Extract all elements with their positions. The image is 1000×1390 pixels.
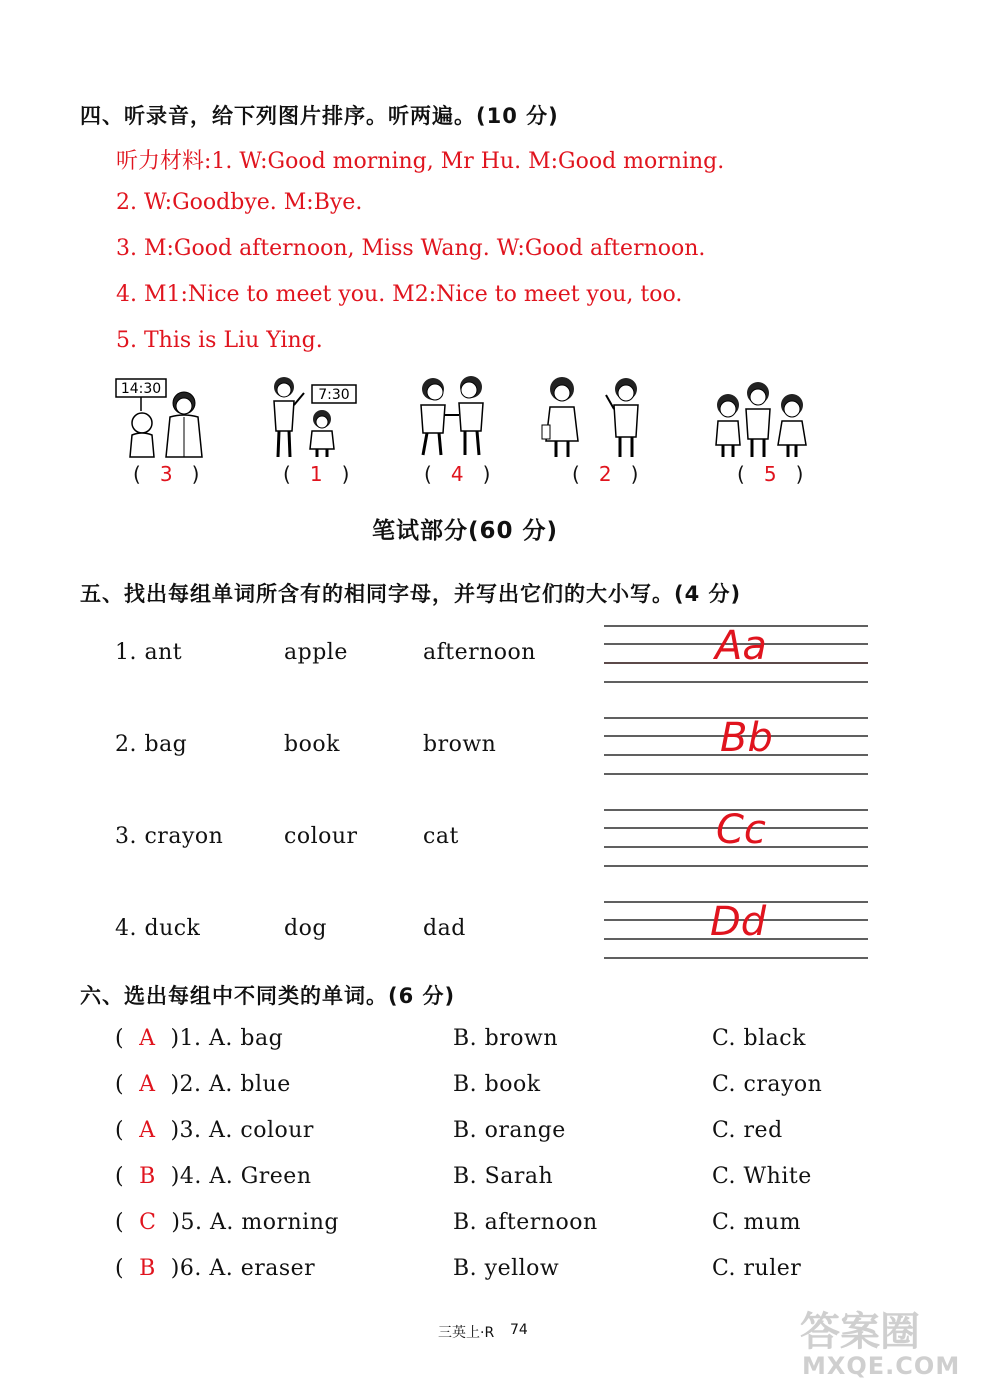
picture-2 xyxy=(262,375,372,464)
s6-row6: ( B )6. A. eraser xyxy=(115,1256,316,1281)
listening-script-line-1: 听力材料:1. W:Good morning, Mr Hu. M:Good morning. xyxy=(116,149,725,174)
listening-script-line-5: 5. This is Liu Ying. xyxy=(116,328,323,353)
page-number: 74 xyxy=(510,1322,528,1338)
three-children-illustration xyxy=(708,375,818,460)
picture-1-answer: ( 3 ) xyxy=(133,462,200,486)
picture-3 xyxy=(405,375,515,464)
s6-row4-option-c: C. White xyxy=(712,1164,812,1189)
picture-4-answer: ( 2 ) xyxy=(572,462,639,486)
listening-script-line-4: 4. M1:Nice to meet you. M2:Nice to meet you, too. xyxy=(116,282,683,307)
s6-row3-option-c: C. red xyxy=(712,1118,783,1143)
children-handshake-illustration xyxy=(405,375,515,460)
s5-row3-word2: colour xyxy=(284,824,358,849)
s6-row5-option-c: C. mum xyxy=(712,1210,801,1235)
children-waving-illustration xyxy=(540,375,650,460)
watermark-logo: 答案圈 xyxy=(800,1309,920,1355)
s6-row6-option-b: B. yellow xyxy=(453,1256,560,1281)
s5-answer-4: Dd xyxy=(710,899,767,945)
s5-answer-2: Bb xyxy=(720,715,773,761)
s6-row4: ( B )4. A. Green xyxy=(115,1164,312,1189)
s5-row2-word3: brown xyxy=(423,732,497,757)
s6-row6-option-c: C. ruler xyxy=(712,1256,802,1281)
s6-row3: ( A )3. A. colour xyxy=(115,1118,314,1143)
picture-4 xyxy=(540,375,650,464)
s5-answer-3: Cc xyxy=(716,807,766,853)
s5-row2-word2: book xyxy=(284,732,340,757)
s5-row1-word2: apple xyxy=(284,640,348,665)
s6-answer-5: C xyxy=(139,1210,157,1235)
s6-row2: ( A )2. A. blue xyxy=(115,1072,291,1097)
s6-answer-6: B xyxy=(139,1256,156,1281)
footer-book-label: 三英上·R xyxy=(438,1325,495,1341)
s6-answer-1: A xyxy=(139,1026,156,1051)
section-5-title: 五、找出每组单词所含有的相同字母，并写出它们的大小写。(4 分) xyxy=(80,582,742,606)
s5-row4-word3: dad xyxy=(423,916,466,941)
s6-row2-option-c: C. crayon xyxy=(712,1072,823,1097)
s6-row4-option-b: B. Sarah xyxy=(453,1164,554,1189)
s6-row1-option-c: C. black xyxy=(712,1026,806,1051)
picture-1 xyxy=(112,375,222,464)
picture-5-answer: ( 5 ) xyxy=(737,462,804,486)
people-greeting-illustration xyxy=(262,375,372,460)
listening-script-line-3: 3. M:Good afternoon, Miss Wang. W:Good afternoon. xyxy=(116,236,706,261)
picture-5 xyxy=(708,375,818,464)
clock-label: 7:30 xyxy=(318,387,350,403)
s5-row3-word3: cat xyxy=(423,824,459,849)
watermark-site: MXQE.COM xyxy=(802,1352,961,1380)
written-part-title: 笔试部分(60 分) xyxy=(372,518,559,544)
s5-row2-word1: 2. bag xyxy=(115,732,188,757)
s6-answer-2: A xyxy=(139,1072,156,1097)
s6-row3-option-b: B. orange xyxy=(453,1118,566,1143)
listening-script-line-2: 2. W:Goodbye. M:Bye. xyxy=(116,190,363,215)
s5-answer-1: Aa xyxy=(715,623,767,669)
s6-row1-option-b: B. brown xyxy=(453,1026,558,1051)
s5-row1-word3: afternoon xyxy=(423,640,536,665)
s6-row5-option-b: B. afternoon xyxy=(453,1210,598,1235)
people-greeting-illustration xyxy=(112,375,222,460)
section-4-title: 四、听录音，给下列图片排序。听两遍。(10 分) xyxy=(80,104,559,128)
section-6-title: 六、选出每组中不同类的单词。(6 分) xyxy=(80,984,456,1008)
picture-3-answer: ( 4 ) xyxy=(424,462,491,486)
s6-row2-option-b: B. book xyxy=(453,1072,541,1097)
clock-label: 14:30 xyxy=(120,381,162,397)
s6-row1: ( A )1. A. bag xyxy=(115,1026,284,1051)
s6-row5: ( C )5. A. morning xyxy=(115,1210,339,1235)
s5-row3-word1: 3. crayon xyxy=(115,824,224,849)
s5-row1-word1: 1. ant xyxy=(115,640,183,665)
s6-answer-3: A xyxy=(139,1118,156,1143)
s5-row4-word2: dog xyxy=(284,916,327,941)
s5-row4-word1: 4. duck xyxy=(115,916,201,941)
s6-answer-4: B xyxy=(139,1164,156,1189)
picture-2-answer: ( 1 ) xyxy=(283,462,350,486)
